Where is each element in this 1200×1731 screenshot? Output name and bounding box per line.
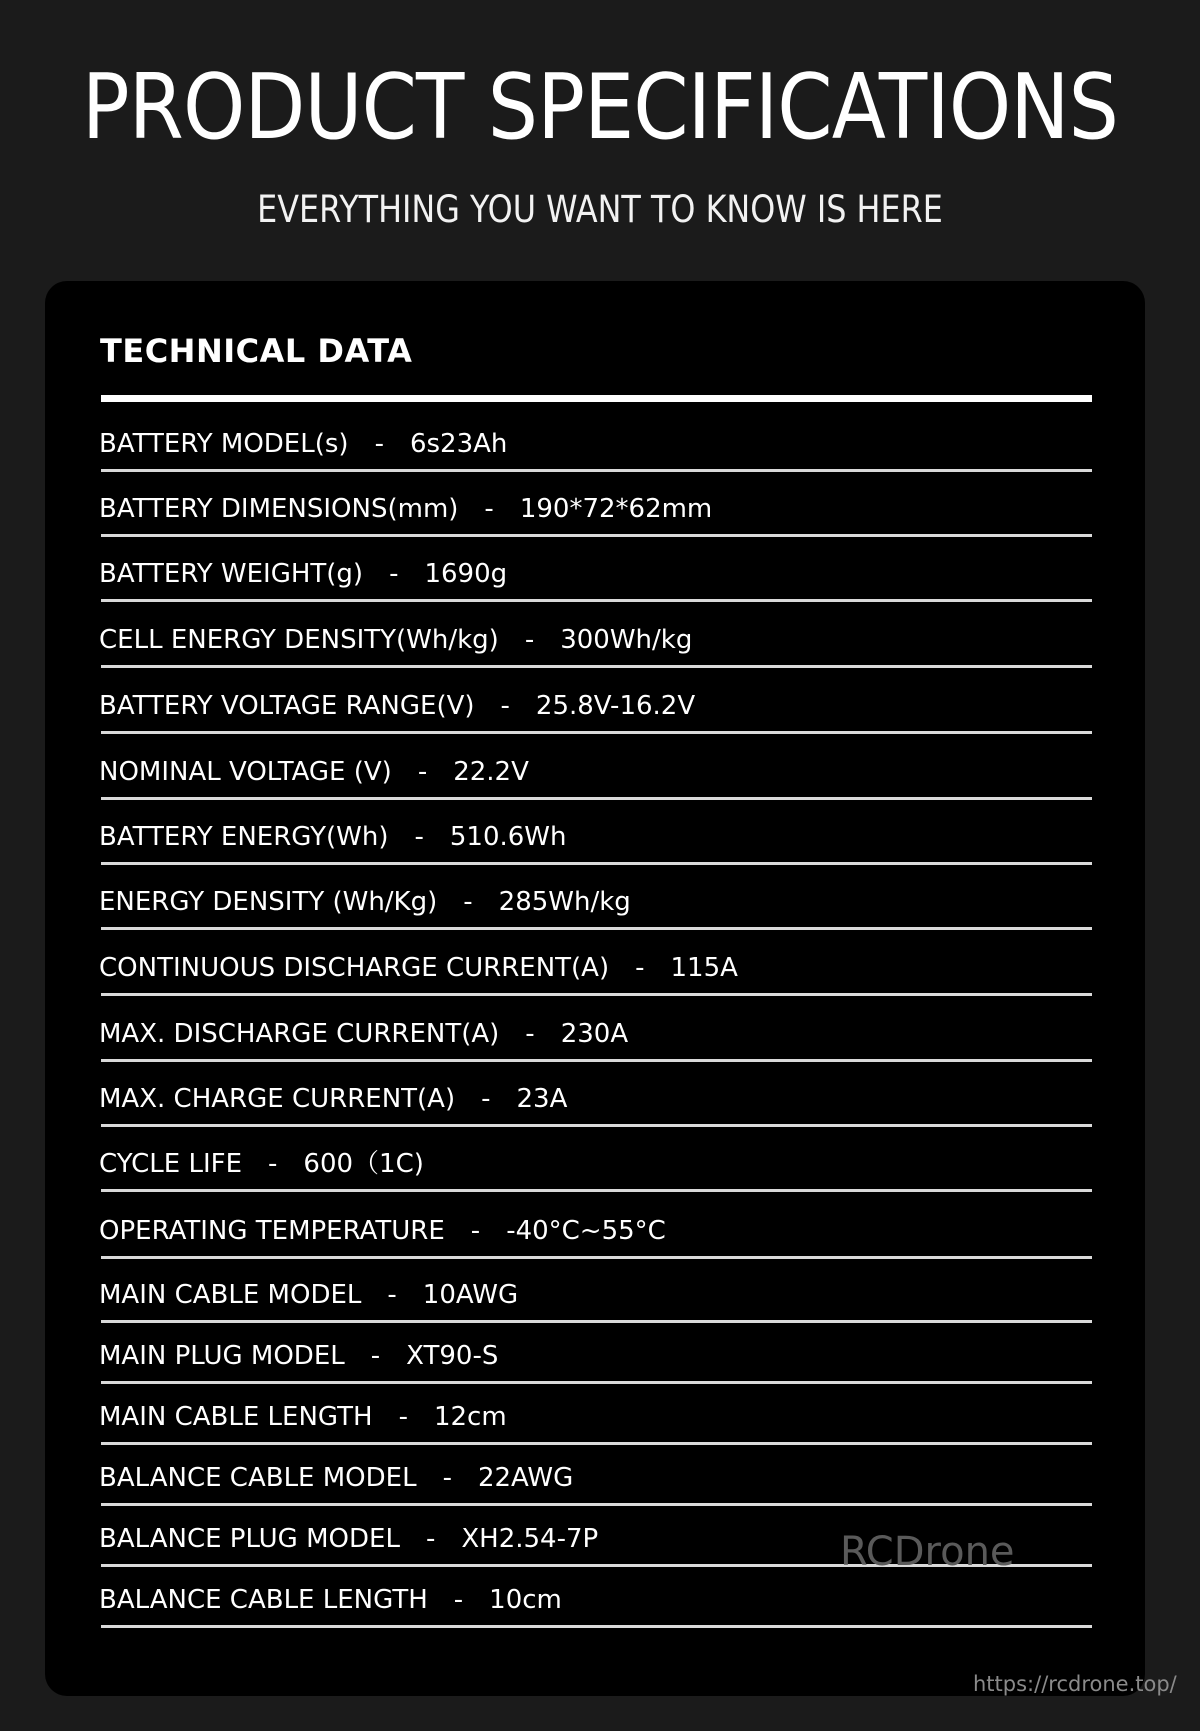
spec-value: 300Wh/kg	[560, 625, 693, 655]
spec-separator: -	[268, 1149, 278, 1179]
spec-label: CELL ENERGY DENSITY(Wh/kg)	[99, 625, 499, 655]
page-subtitle: EVERYTHING YOU WANT TO KNOW IS HERE	[257, 188, 943, 231]
spec-value: 22.2V	[453, 757, 529, 787]
spec-value: 23A	[516, 1084, 568, 1114]
spec-separator: -	[389, 559, 399, 589]
spec-separator: -	[387, 1280, 397, 1310]
spec-value: 510.6Wh	[449, 822, 567, 852]
spec-separator: -	[398, 1402, 408, 1432]
spec-row	[99, 1082, 1093, 1116]
spec-row	[99, 755, 1093, 789]
spec-separator: -	[524, 625, 535, 655]
spec-row	[99, 1017, 1093, 1051]
spec-row	[99, 492, 1093, 526]
spec-row	[99, 1400, 1093, 1434]
spec-label: BATTERY ENERGY(Wh)	[99, 822, 389, 852]
spec-label: BALANCE PLUG MODEL	[99, 1524, 400, 1554]
row-divider	[101, 797, 1092, 800]
spec-value: -40°C~55°C	[506, 1216, 666, 1246]
row-divider	[101, 1320, 1092, 1323]
spec-value: 6s23Ah	[409, 429, 508, 459]
row-divider	[101, 1189, 1092, 1192]
row-divider	[101, 927, 1092, 930]
spec-label: CONTINUOUS DISCHARGE CURRENT(A)	[99, 953, 610, 983]
spec-label: MAIN PLUG MODEL	[99, 1341, 345, 1371]
row-divider	[101, 1442, 1092, 1445]
row-divider	[101, 1381, 1092, 1384]
spec-separator: -	[481, 1084, 491, 1114]
spec-label: NOMINAL VOLTAGE (V)	[99, 757, 392, 787]
spec-label: BATTERY WEIGHT(g)	[99, 559, 364, 589]
spec-label: BATTERY MODEL(s)	[99, 429, 349, 459]
row-divider	[101, 1625, 1092, 1628]
spec-separator: -	[442, 1463, 452, 1493]
row-divider	[101, 469, 1092, 472]
spec-value: XH2.54-7P	[461, 1524, 599, 1554]
spec-value: 22AWG	[477, 1463, 574, 1493]
spec-value: 600（1C)	[303, 1149, 424, 1179]
spec-row	[99, 557, 1093, 591]
rcdrone-watermark: RCDrone	[840, 1529, 1015, 1575]
row-divider	[101, 1124, 1092, 1127]
spec-row	[99, 1278, 1093, 1312]
spec-row	[99, 951, 1093, 985]
spec-row	[99, 820, 1093, 854]
spec-value: XT90-S	[406, 1341, 499, 1371]
spec-label: BALANCE CABLE MODEL	[99, 1463, 417, 1493]
spec-separator: -	[414, 822, 424, 852]
spec-label: MAX. DISCHARGE CURRENT(A)	[99, 1019, 500, 1049]
spec-label: MAIN CABLE LENGTH	[99, 1402, 373, 1432]
spec-row	[99, 1461, 1093, 1495]
spec-separator: -	[470, 1216, 481, 1246]
technical-data-heading: TECHNICAL DATA	[100, 332, 413, 370]
spec-label: BATTERY VOLTAGE RANGE(V)	[99, 691, 475, 721]
spec-row	[99, 1583, 1093, 1617]
spec-value: 10AWG	[422, 1280, 519, 1310]
heading-divider	[101, 395, 1092, 402]
spec-separator: -	[417, 757, 428, 787]
technical-data-card	[45, 281, 1145, 1696]
spec-value: 190*72*62mm	[519, 494, 713, 524]
spec-value: 10cm	[489, 1585, 562, 1615]
spec-value: 12cm	[433, 1402, 507, 1432]
spec-separator: -	[525, 1019, 535, 1049]
spec-label: BALANCE CABLE LENGTH	[99, 1585, 428, 1615]
spec-separator: -	[374, 429, 384, 459]
spec-separator: -	[484, 494, 494, 524]
row-divider	[101, 862, 1092, 865]
row-divider	[101, 993, 1092, 996]
spec-row	[99, 689, 1093, 723]
row-divider	[101, 1059, 1092, 1062]
spec-label: MAIN CABLE MODEL	[99, 1280, 362, 1310]
spec-value: 1690g	[424, 559, 508, 589]
row-divider	[101, 731, 1092, 734]
source-url-watermark: https://rcdrone.top/	[973, 1672, 1177, 1696]
row-divider	[101, 1256, 1092, 1259]
spec-value: 25.8V-16.2V	[535, 691, 696, 721]
spec-row	[99, 1214, 1093, 1248]
spec-row	[99, 623, 1093, 657]
row-divider	[101, 1503, 1092, 1506]
page-title: PRODUCT SPECIFICATIONS	[81, 55, 1119, 160]
row-divider	[101, 534, 1092, 537]
spec-separator: -	[500, 691, 510, 721]
spec-label: ENERGY DENSITY (Wh/Kg)	[99, 887, 438, 917]
spec-row	[99, 1147, 1093, 1181]
spec-separator: -	[635, 953, 645, 983]
spec-value: 115A	[670, 953, 738, 983]
spec-value: 285Wh/kg	[498, 887, 631, 917]
spec-separator: -	[453, 1585, 464, 1615]
spec-row	[99, 885, 1093, 919]
spec-separator: -	[425, 1524, 436, 1554]
spec-label: OPERATING TEMPERATURE	[99, 1216, 445, 1246]
row-divider	[101, 665, 1092, 668]
spec-row	[99, 1339, 1093, 1373]
spec-separator: -	[370, 1341, 381, 1371]
spec-row	[99, 427, 1093, 461]
spec-label: CYCLE LIFE	[99, 1149, 243, 1179]
row-divider	[101, 599, 1092, 602]
spec-label: BATTERY DIMENSIONS(mm)	[99, 494, 459, 524]
spec-value: 230A	[560, 1019, 629, 1049]
spec-separator: -	[463, 887, 473, 917]
spec-label: MAX. CHARGE CURRENT(A)	[99, 1084, 456, 1114]
